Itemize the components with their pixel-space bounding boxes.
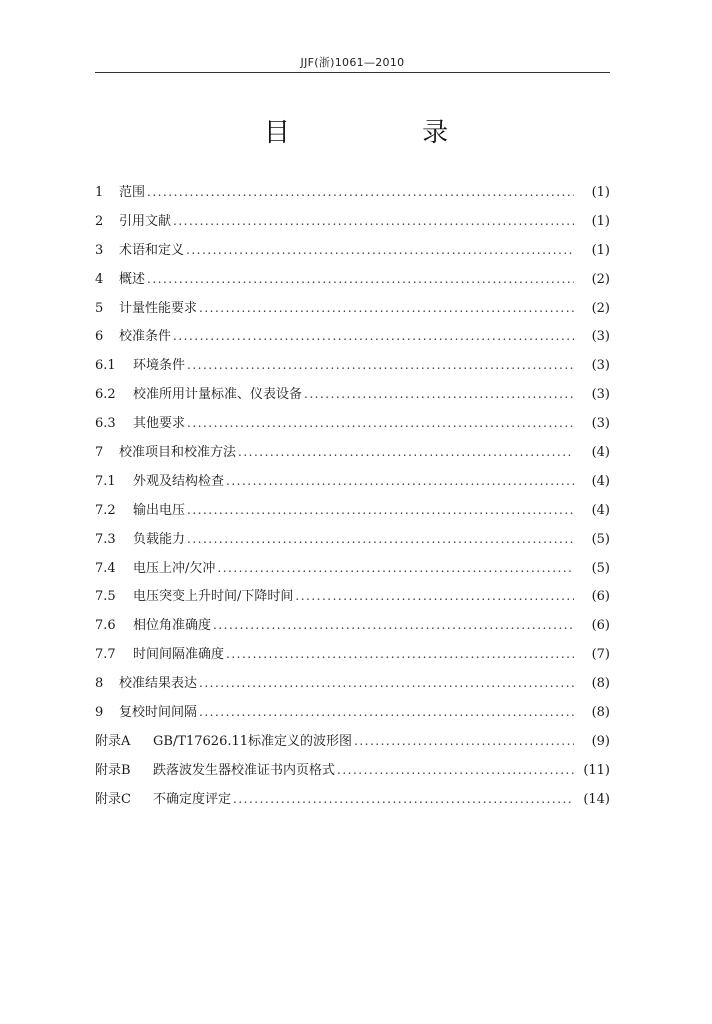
- toc-number: 7.5: [95, 589, 116, 605]
- toc-item-7-3[interactable]: [95, 528, 610, 557]
- toc-page-number: (1): [591, 185, 610, 200]
- toc-item-6-3[interactable]: [95, 412, 610, 441]
- toc-leader-dots: [233, 792, 574, 806]
- toc-number: 5: [95, 300, 104, 316]
- toc-title: 外观及结构检查: [133, 473, 225, 489]
- toc-item-appendix-b[interactable]: [95, 759, 610, 788]
- toc-title: 计量性能要求: [119, 300, 198, 316]
- toc-leader-dots: [187, 503, 574, 517]
- toc-title: 电压上冲/欠冲: [133, 560, 216, 576]
- toc-leader-dots: [187, 416, 574, 430]
- toc-page-number: (2): [591, 300, 610, 316]
- toc-number: 4: [95, 271, 104, 287]
- toc-page-number: (4): [591, 445, 610, 461]
- table-of-contents: [95, 181, 610, 817]
- toc-number: 附录A: [95, 733, 131, 749]
- toc-item-7-7[interactable]: [95, 643, 610, 672]
- toc-title: 电压突变上升时间/下降时间: [133, 589, 294, 605]
- toc-number: 8: [95, 676, 104, 692]
- toc-item-appendix-c[interactable]: [95, 788, 610, 817]
- toc-number: 7.2: [95, 502, 116, 518]
- toc-title: 术语和定义: [119, 242, 185, 258]
- toc-page-number: (2): [591, 271, 610, 287]
- toc-item-7-1[interactable]: [95, 470, 610, 499]
- toc-leader-dots: [187, 358, 574, 372]
- toc-number: 7.3: [95, 531, 116, 547]
- toc-page-number: (11): [583, 762, 610, 778]
- toc-title: 概述: [119, 271, 146, 287]
- toc-title: 负载能力: [133, 531, 186, 547]
- toc-item-7-4[interactable]: [95, 557, 610, 586]
- toc-number: 1: [95, 185, 104, 200]
- toc-item-6-1[interactable]: [95, 354, 610, 383]
- toc-title: 校准结果表达: [119, 676, 198, 692]
- toc-item-6-2[interactable]: [95, 383, 610, 412]
- toc-number: 6.2: [95, 387, 116, 403]
- toc-title: 范围: [119, 185, 146, 200]
- toc-page-number: (4): [591, 502, 610, 518]
- toc-item-2[interactable]: [95, 210, 610, 239]
- toc-title: 输出电压: [133, 502, 186, 518]
- toc-leader-dots: [354, 734, 574, 748]
- toc-page-number: (3): [591, 329, 610, 345]
- toc-leader-dots: [226, 474, 574, 488]
- toc-number: 7.4: [95, 560, 116, 576]
- toc-item-7-5[interactable]: [95, 585, 610, 614]
- toc-item-6[interactable]: [95, 325, 610, 354]
- toc-title: 引用文献: [119, 213, 172, 229]
- toc-page-number: (3): [591, 358, 610, 374]
- toc-leader-dots: [295, 589, 574, 603]
- toc-title: 跌落波发生器校准证书内页格式: [153, 762, 336, 778]
- toc-page-number: (9): [591, 733, 610, 749]
- toc-item-3[interactable]: [95, 239, 610, 268]
- document-code-header: JJF(浙)1061—2010: [300, 56, 405, 69]
- toc-leader-dots: [337, 763, 574, 777]
- toc-title: 校准条件: [119, 329, 172, 345]
- toc-leader-dots: [147, 272, 574, 286]
- toc-item-1[interactable]: [95, 181, 610, 210]
- toc-page-number: (1): [591, 242, 610, 258]
- toc-number: 6.3: [95, 416, 116, 432]
- toc-leader-dots: [217, 561, 574, 575]
- toc-number: 7.1: [95, 473, 116, 489]
- toc-number: 7.7: [95, 647, 116, 663]
- toc-title: 复校时间间隔: [119, 705, 198, 721]
- toc-page-number: (8): [591, 676, 610, 692]
- toc-leader-dots: [238, 445, 574, 459]
- toc-page-number: (8): [591, 705, 610, 721]
- toc-page-number: (14): [583, 791, 610, 807]
- page-title: 目 录: [263, 118, 511, 148]
- toc-number: 9: [95, 705, 104, 721]
- toc-item-9[interactable]: [95, 701, 610, 730]
- toc-number: 7.6: [95, 618, 116, 634]
- toc-leader-dots: [186, 243, 574, 257]
- toc-leader-dots: [187, 532, 574, 546]
- toc-item-4[interactable]: [95, 268, 610, 297]
- toc-title: 其他要求: [133, 416, 186, 432]
- toc-page-number: (6): [591, 589, 610, 605]
- toc-page-number: (5): [591, 531, 610, 547]
- toc-title: 不确定度评定: [153, 791, 232, 807]
- toc-item-8[interactable]: [95, 672, 610, 701]
- header-divider: [95, 72, 610, 73]
- toc-number: 7: [95, 445, 104, 461]
- toc-leader-dots: [199, 676, 574, 690]
- toc-number: 6.1: [95, 358, 116, 374]
- toc-page-number: (4): [591, 473, 610, 489]
- toc-page-number: (1): [591, 213, 610, 229]
- toc-title: 校准项目和校准方法: [119, 445, 237, 461]
- toc-title: 环境条件: [133, 358, 186, 374]
- toc-page-number: (3): [591, 416, 610, 432]
- toc-number: 6: [95, 329, 104, 345]
- toc-number: 2: [95, 213, 104, 229]
- toc-page-number: (3): [591, 387, 610, 403]
- toc-number: 3: [95, 242, 104, 258]
- toc-leader-dots: [173, 214, 574, 228]
- toc-title: 相位角准确度: [133, 618, 212, 634]
- toc-leader-dots: [199, 301, 574, 315]
- toc-leader-dots: [226, 647, 574, 661]
- toc-title: 时间间隔准确度: [133, 647, 225, 663]
- toc-leader-dots: [199, 705, 574, 719]
- toc-item-appendix-a[interactable]: [95, 730, 610, 759]
- toc-number: 附录C: [95, 791, 131, 807]
- toc-page-number: (7): [591, 647, 610, 663]
- toc-page-number: (6): [591, 618, 610, 634]
- toc-number: 附录B: [95, 762, 131, 778]
- toc-item-7[interactable]: [95, 441, 610, 470]
- toc-item-7-2[interactable]: [95, 499, 610, 528]
- toc-leader-dots: [173, 329, 574, 343]
- toc-leader-dots: [147, 185, 574, 199]
- toc-leader-dots: [213, 618, 574, 632]
- toc-item-7-6[interactable]: [95, 614, 610, 643]
- toc-item-5[interactable]: [95, 297, 610, 326]
- toc-title: GB/T17626.11标准定义的波形图: [153, 733, 353, 749]
- toc-leader-dots: [304, 387, 574, 401]
- toc-page-number: (5): [591, 560, 610, 576]
- toc-title: 校准所用计量标准、仪表设备: [133, 387, 303, 403]
